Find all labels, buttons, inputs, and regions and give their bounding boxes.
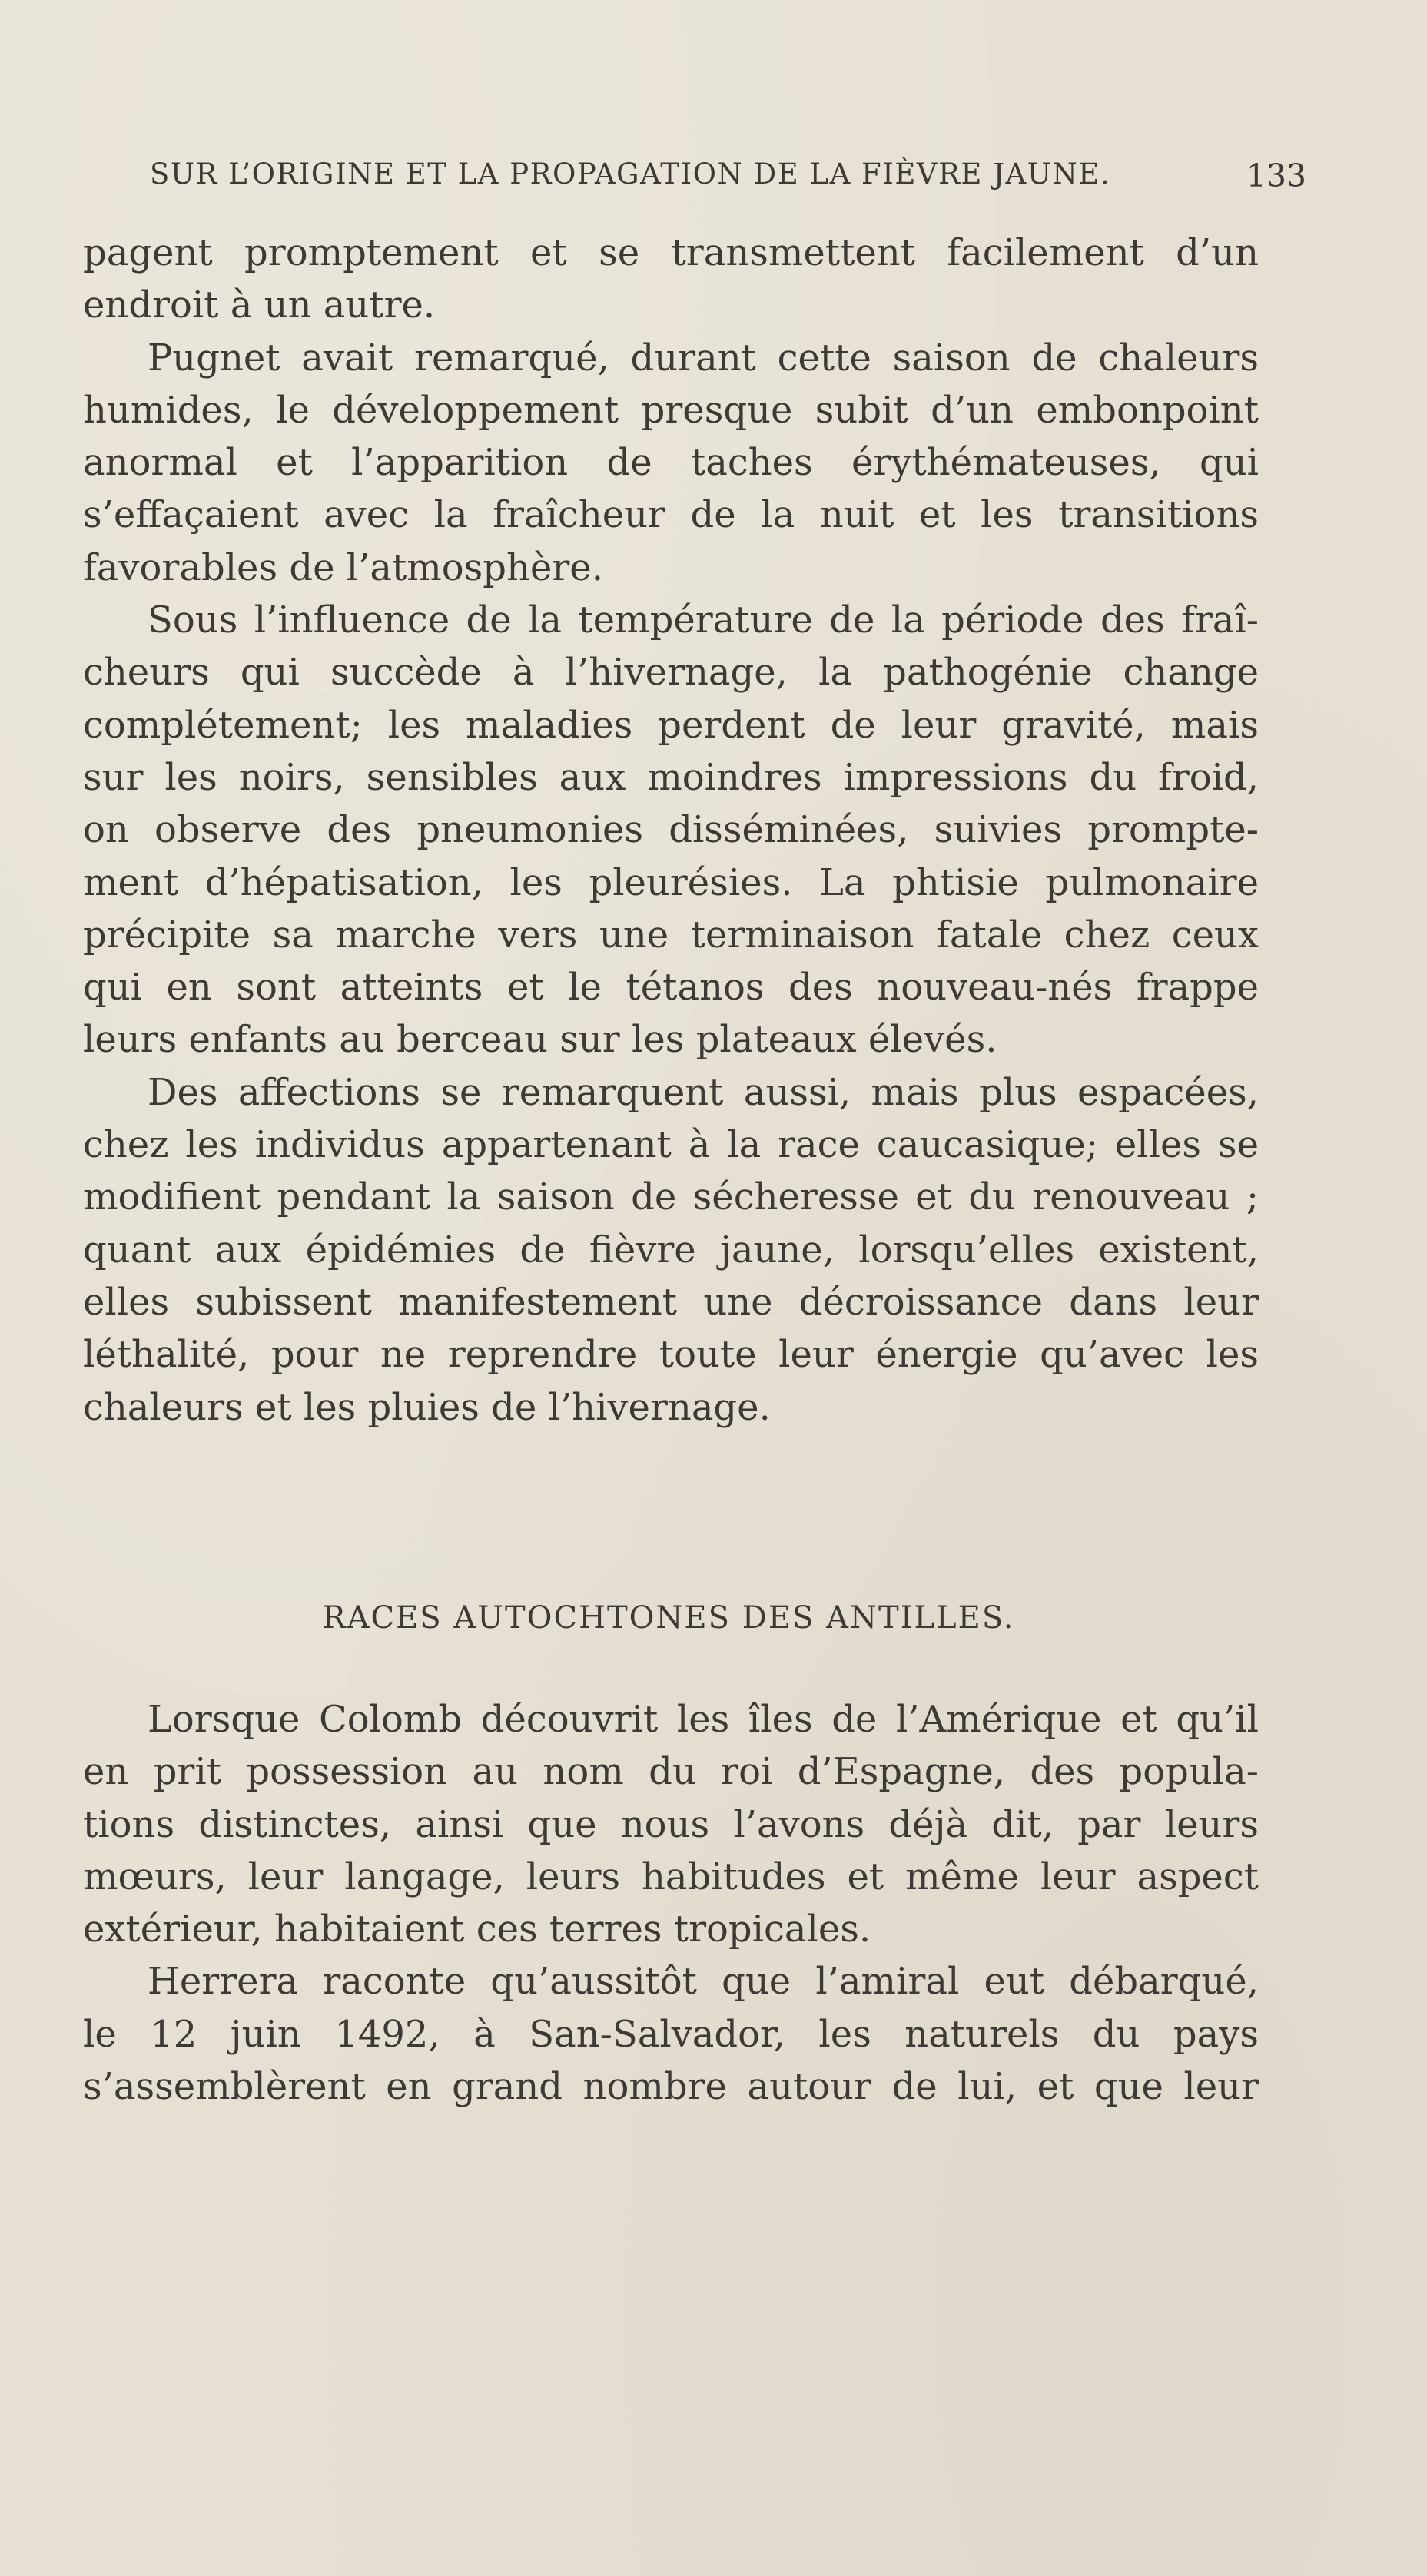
text-line: extérieur, habitaient ces terres tropicales. <box>83 1908 871 1951</box>
text-line: modifient pendant la saison de sécheresse et du renouveau ; <box>83 1175 1259 1219</box>
text-line: mœurs, leur langage, leurs habitudes et même leur aspect <box>83 1855 1259 1898</box>
text-line: leurs enfants au berceau sur les plateaux élevés. <box>83 1018 997 1062</box>
text-line: Des affections se remarquent aussi, mais plus espacées, <box>148 1070 1259 1114</box>
text-line: qui en sont atteints et le tétanos des nouveau-nés frappe <box>83 966 1259 1010</box>
text-line: ment d’hépatisation, les pleurésies. La phtisie pulmonaire <box>83 860 1259 904</box>
text-line: s’effaçaient avec la fraîcheur de la nuit et les transitions <box>83 493 1259 537</box>
text-line: en prit possession au nom du roi d’Espagne, des popula- <box>83 1750 1259 1794</box>
section-heading: RACES AUTOCHTONES DES ANTILLES. <box>322 1600 1015 1636</box>
text-line: Pugnet avait remarqué, durant cette saison de chaleurs <box>148 336 1259 380</box>
text-line: endroit à un autre. <box>83 283 436 327</box>
text-line: chaleurs et les pluies de l’hivernage. <box>83 1385 771 1429</box>
text-line: tions distinctes, ainsi que nous l’avons déjà dit, par leurs <box>83 1802 1259 1846</box>
text-line: complétement; les maladies perdent de leur gravité, mais <box>83 703 1259 747</box>
text-line: Herrera raconte qu’aussitôt que l’amiral eut débarqué, <box>148 1960 1259 2004</box>
text-line: pagent promptement et se transmettent facilement d’un <box>83 231 1259 274</box>
text-line: léthalité, pour ne reprendre toute leur énergie qu’avec les <box>83 1333 1259 1377</box>
text-line: elles subissent manifestement une décroissance dans leur <box>83 1280 1259 1324</box>
text-line: le 12 juin 1492, à San-Salvador, les naturels du pays <box>83 2012 1259 2056</box>
text-line: cheurs qui succède à l’hivernage, la pathogénie change <box>83 651 1259 695</box>
text-line: précipite sa marche vers une terminaison fatale chez ceux <box>83 913 1259 956</box>
running-title: SUR L’ORIGINE ET LA PROPAGATION DE LA FIÈVRE JAUNE. <box>150 157 1111 191</box>
text-line: sur les noirs, sensibles aux moindres impressions du froid, <box>83 755 1259 799</box>
text-line: anormal et l’apparition de taches érythémateuses, qui <box>83 441 1259 485</box>
body-text-top <box>83 227 1259 1434</box>
text-line: favorables de l’atmosphère. <box>83 545 603 589</box>
page-number: 133 <box>1246 157 1306 194</box>
text-line: chez les individus appartenant à la race caucasique; elles se <box>83 1123 1259 1167</box>
text-line: quant aux épidémies de fièvre jaune, lorsqu’elles existent, <box>83 1228 1259 1271</box>
body-text-bottom <box>83 1693 1259 2113</box>
text-line: on observe des pneumonies disséminées, suivies prompte- <box>83 808 1259 852</box>
text-line: Lorsque Colomb découvrit les îles de l’Amérique et qu’il <box>148 1698 1259 1741</box>
running-head <box>150 157 1306 204</box>
text-line: humides, le développement presque subit d’un embonpoint <box>83 388 1259 432</box>
text-line: s’assemblèrent en grand nombre autour de lui, et que leur <box>83 2065 1259 2109</box>
text-line: Sous l’influence de la température de la période des fraî- <box>148 598 1259 642</box>
